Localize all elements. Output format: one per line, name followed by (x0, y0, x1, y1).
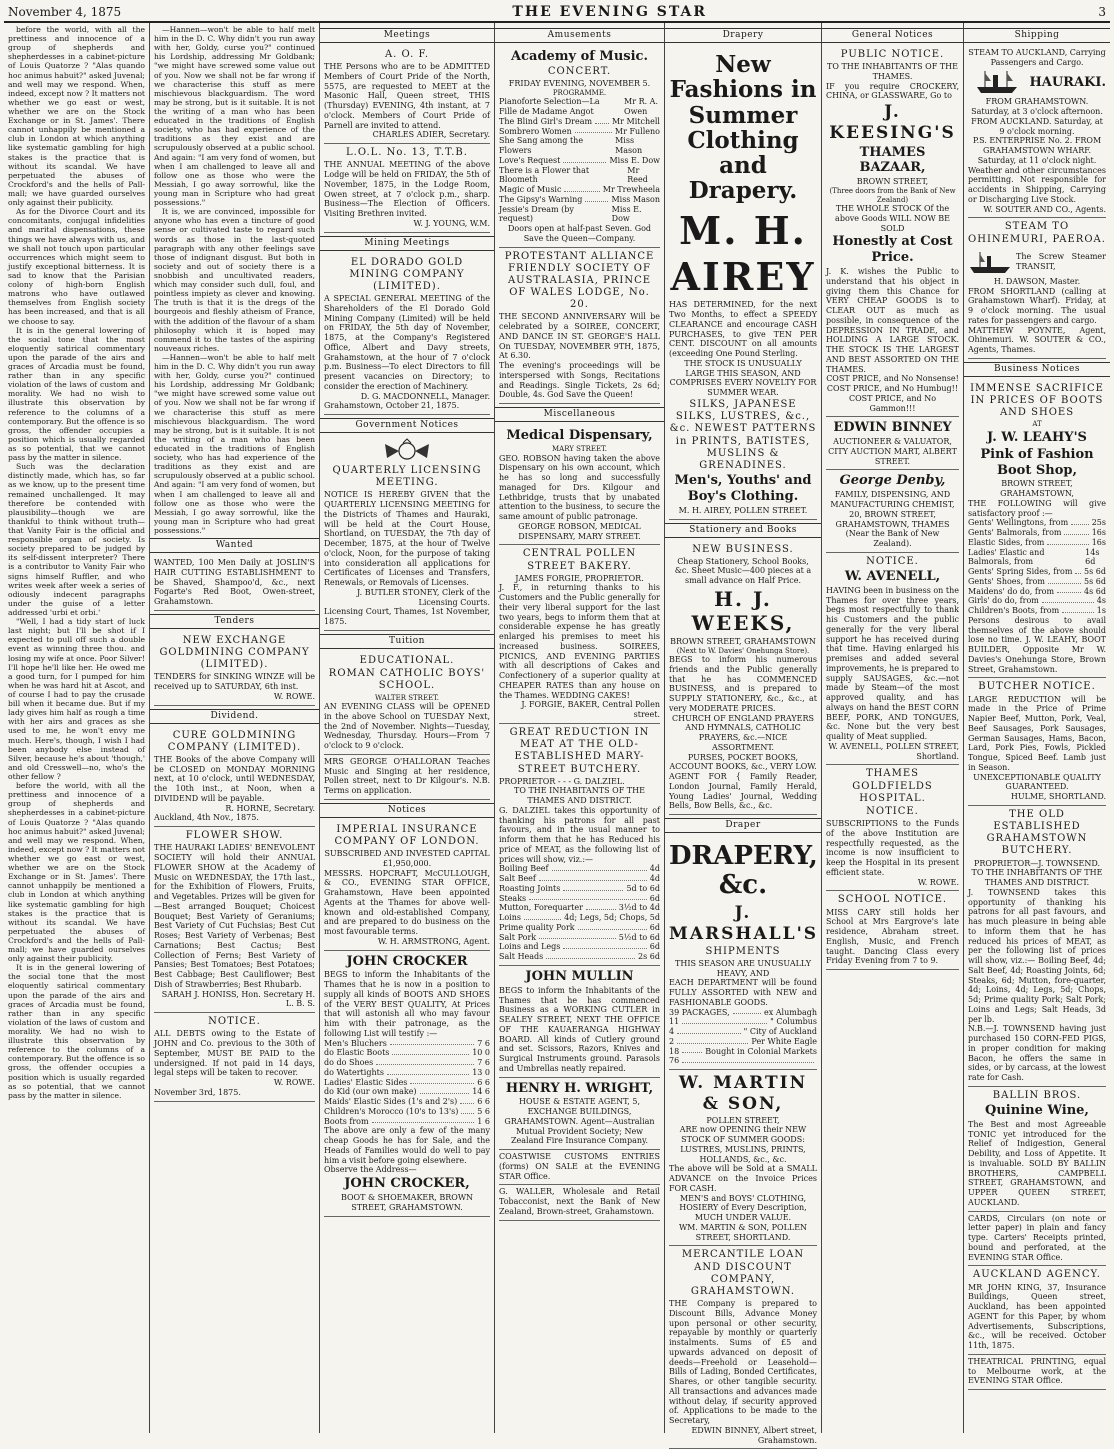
section-heading-drapery: Drapery (665, 28, 821, 43)
ad-townsend: THE OLD ESTABLISHED GRAHAMSTOWN BUTCHERY. PROPRIETOR—J. TOWNSEND. TO THE INHABITANTS OF THE THAMES AND DISTRICT. J. TOWNSEND takes this opportunity of thanking his patrons for all past favours, and has much pleasure in being able to inform them that he has reduced his prices of MEAT, as per the following list of prices will show, viz.:— Boiling Beef, 4d; Salt Beef, 4d; Roasting Joints, 6d; Steaks, 6d; Mutton, fore-quarter, 4d; Loins, 4d; Legs, 5d; Chops, 5d; Prime quality Pork; Salt Pork; Loins and Legs; Salt Heads, 3d per lb. N.B.—J. TOWNSEND having just purchased 150 CORN-FED PIGS, in proper condition for making Bacon, he offers the same in sides, or by carcass, at the lowest rate for Cash. (968, 806, 1106, 1087)
programme-row-label: The Blind Girl's Dream (499, 116, 593, 126)
programme-row-value: Mr Fulleno (614, 126, 660, 136)
package-row-value: " City of Auckland (743, 1027, 817, 1037)
boot-row-label: Gents' Wellingtons, from (968, 518, 1069, 528)
section-heading-draper: Draper (665, 818, 821, 833)
price-row (324, 1078, 490, 1088)
ad-protestant-alliance: PROTESTANT ALLIANCE FRIENDLY SOCIETY OF AUSTRALASIA, PRINCE OF WALES LODGE, No. 20. THE SECOND ANNIVERSARY Will be celebrated by a SOIREE, CONCERT, AND DANCE IN ST. GEORGE'S HALL On TUESDAY, NOVEMBER 9TH, 1875, At 6.30. The evening's proceedings will be interspersed with Songs, Recitations and Readings. Single Tickets, 2s 6d; Double, 4s. God Save the Queen! (499, 248, 660, 405)
ad-marshall: DRAPERY, &c. J. MARSHALL'S SHIPMENTS THIS SEASON ARE UNUSUALLY HEAVY, AND EACH DEPARTMENT will be found FULLY ASSORTED with NEW and FASHIONABLE GOODS. 39 PACKAGES, ex Alumbagh 11 " Columbus 4 " City of Auckland 2 Per White Eagle 18 Bought in Colonial Markets 76 (669, 836, 817, 1070)
price-row-value: 14 6 (472, 1087, 490, 1097)
ad-mercantile: MERCANTILE LOAN AND DISCOUNT COMPANY, GRAHAMSTOWN. THE Company is prepared to Discount Bills, Advance Money upon personal or other security, repayable by monthly or quarterly instalments. Sums of £5 and upwards advanced on deposit of deeds—Freehold or Leasehold—Bills of Lading, Bonded Certificates, Shares, or other tangible security. All transactions and advances made without delay, if security approved of. Applications to be made to the Secretary, EDWIN BINNEY, Albert street, Grahamstown. (669, 1246, 817, 1449)
meat-row (499, 894, 660, 904)
essay-continued: It is, we are convinced, impossible for anyone who has even a tincture of good sense or cultivated taste to regard such words as those in the last-quoted paragraph with any other feelings save those of indignant disgust. But both in society and out of society there is a snobbish and uncultivated readers, which may consider such dull, foul, and pointless impiety as clever and knowing. The truth is that it is the dregs of the bourgeois and fleshly atheism of France, with the addition of the flavour of a sham philosophy which it is hoped may commend it to the tastes of the aspiring nouveaux riches. (154, 207, 315, 353)
price-row-value: 5 6 (477, 1106, 490, 1116)
leader-dots (585, 195, 608, 202)
ad-waller: G. WALLER, Wholesale and Retail Tobacconist, next the Bank of New Zealand, Brown-street, Grahamstown. (499, 1185, 660, 1220)
boot-row-value: 4s 6d (1084, 586, 1106, 596)
price-row-label: do Watertights (324, 1067, 384, 1077)
programme-row-label: Sombrero Women (499, 126, 572, 136)
boot-row-label: Children's Boots, from (968, 606, 1060, 616)
package-row (669, 1017, 817, 1027)
package-row (669, 1027, 817, 1037)
ad-imperial-insurance: IMPERIAL INSURANCE COMPANY OF LONDON. SUBSCRIBED AND INVESTED CAPITAL £1,950,000. MESSRS. HOPCRAFT, McCULLOUGH, & CO., EVENING STAR OFFICE, Grahamstown, Have been appointed Agents at the Thames for above well-known and old-established Company, and are prepared to do business on the most favourable terms. W. H. ARMSTRONG, Agent. (324, 821, 490, 951)
ad-edwin-binney: EDWIN BINNEY AUCTIONEER & VALUATOR, CITY AUCTION MART, ALBERT STREET. (826, 417, 959, 470)
issue-date: November 4, 1875 (8, 5, 122, 19)
package-row-label: 4 (669, 1027, 675, 1037)
boot-row-label: Gents' Balmorals, from (968, 528, 1062, 538)
boot-row-label: Gents' Spring Sides, from (968, 567, 1073, 577)
price-row-value: 6 6 (477, 1097, 490, 1107)
programme-row-label: Pianoforte Selection—La Fille de Madame Angot (499, 97, 600, 117)
meat-row (499, 952, 660, 962)
meat-row-value: 4d (649, 874, 660, 884)
section-heading-amusements: Amusements (495, 28, 664, 43)
ad-ballin: BALLIN BROS. Quinine Wine, The Best and most Agreeable TONIC yet introduced for the Relief of Indigestion, General Debility, and Loss of Appetite. It is invaluable. SOLD BY BALLIN BROTHERS, CAMPBELL STREET, GRAHAMSTOWN, and UPPER QUEEN STREET, AUCKLAND. (968, 1087, 1106, 1212)
price-row (324, 1058, 490, 1068)
meat-row-label: Boiling Beef (499, 864, 549, 874)
leader-dots (1075, 567, 1081, 574)
leader-dots (1042, 596, 1094, 603)
price-row-label: Boots from (324, 1116, 369, 1126)
leader-dots (682, 1047, 702, 1054)
boot-row (968, 548, 1106, 568)
leader-dots (529, 894, 647, 901)
section-heading-business: Business Notices (964, 362, 1110, 377)
meat-row-label: Salt Heads (499, 952, 544, 962)
leader-dots (1062, 606, 1094, 613)
programme-row-label: Love's Request (499, 155, 561, 165)
ad-joslin: WANTED, 100 Men Daily at JOSLIN'S HAIR CUTTING ESTABLISHMENT to be Shaved, Shampoo'd, &c., next Fogarte's Red Boot, Owen-street, Grahamstown. (154, 556, 315, 611)
boot-row-value: 14s 6d (1085, 547, 1100, 567)
price-row (324, 1068, 490, 1078)
leader-dots (539, 933, 616, 940)
boot-row (968, 538, 1106, 548)
section-heading-government: Government Notices (320, 418, 494, 433)
price-list (324, 1039, 490, 1127)
package-row-value: Per White Eagle (751, 1036, 817, 1046)
section-heading-mining: Mining Meetings (320, 236, 494, 251)
ad-ohalloran: MRS GEORGE O'HALLORAN Teaches Music and Singing at her residence, Pollen street, next to Dr Kilgour's. N.B. Terms on application. (324, 755, 490, 800)
meat-row-value: 5d to 6d (626, 883, 660, 893)
leader-dots (461, 1107, 474, 1114)
boot-row-value: 4s (1096, 596, 1106, 606)
ad-cure-goldmining: CURE GOLDMINING COMPANY (LIMITED). THE Books of the above Company will be CLOSED on MONDAY MORNING next, at 10 o'clock, until WEDNESDAY, the 10th inst., at Noon, when a DIVIDEND will be payable. R. HORNE, Secretary. Auckland, 4th Nov., 1875. (154, 727, 315, 828)
newspaper-page (4, 3, 1110, 1445)
leader-dots (546, 952, 635, 959)
meat-row-label: Salt Beef (499, 874, 536, 884)
royal-crest-icon (377, 438, 437, 464)
price-row (324, 1097, 490, 1107)
price-row (324, 1107, 490, 1117)
meat-row (499, 913, 660, 923)
ad-steam-auckland: STEAM TO AUCKLAND, Carrying Passengers and Cargo. HAURAKI. FROM GRAHAMSTOWN. Saturday, at 3 o'clock afternoon. FROM AUCKLAND. Saturday, at 9 o'clock morning. P.S. ENTERPRISE No. 2. FROM GRAHAMSTOWN WHARF. Saturday, at 11 o'clock night. Weather and other circumstances permitting. Not responsible for accidents in Shipping, Carrying or Discharging Live Stock. W. SOUTER AND CO., Agents. (968, 46, 1106, 219)
boot-row (968, 567, 1106, 577)
programme-row-value: Miss E. Dow (611, 204, 642, 224)
steamship-icon (975, 69, 1019, 95)
essay-paragraph: As for the Divorce Court and its concomitants, conjugal infidelities and marital dispensations, these things we have always with us, and we shall not touch upon particular occurrences which might seem to justify exceptional bitterness. It is sad to know that the Parisian colony of high-born English matrons who have outlawed themselves from English society has been increased, and that is all we choose to say. (8, 207, 145, 326)
ad-lol: L.O.L. No. 13, T.T.B. THE ANNUAL MEETING of the above Lodge will be held on FRIDAY, the 5th of November, 1875, in the Lodge Room, Owen street, at 7 o'clock p.m., sharp. Business—The Election of Officers. Visiting Brethren invited. W. J. YOUNG, W.M. (324, 144, 490, 232)
meat-row (499, 923, 660, 933)
boot-row (968, 528, 1106, 538)
section-heading-notices: Notices (320, 803, 494, 818)
ad-steam-ohinemuri: STEAM TO OHINEMURI, PAEROA. The Screw Steamer TRANSIT, H. DAWSON, Master. FROM SHORTLAND (calling at Grahamstown Wharf). Friday, at 9 o'clock morning. The usual rates for passengers and cargo. MATTHEW POYNTE, Agent, Ohinemuri. W. SOUTER & CO., Agents, Thames. (968, 218, 1106, 358)
package-row-label: 2 (669, 1036, 675, 1046)
meat-row-label: Prime quality Pork (499, 922, 575, 932)
meat-row-value: 6d (649, 922, 660, 932)
leader-dots (682, 1056, 814, 1063)
price-row-label: do Elastic Boots (324, 1048, 390, 1058)
leader-dots (552, 864, 647, 871)
ad-john-crocker: JOHN CROCKER BEGS to inform the Inhabitants of the Thames that he is now in a position to supply all kinds of BOOTS AND SHOES of the VERY BEST QUALITY, At Prices that will astonish all who may favour him with their patronage, as the following List will testify :— Men's Bluchers 7 6 do Elastic Boots 10 0 do do Shoes 7 6 do Watertights 13 0 Ladies' Elastic Sides 6 6 do Kid (our own make) 14 6 Maids' Elastic Sides (1's and 2's) 6 6 Children's Morocco (10's to 13's) 5 6 Boots from 1 6 The above are only a few of the many cheap Goods he has for Sale, and the Heads of Families would do well to pay him a visit before going elsewhere. Observe the Address— JOHN CROCKER, BOOT & SHOEMAKER, BROWN STREET, GRAHAMSTOWN. (324, 951, 490, 1217)
leader-dots (586, 903, 616, 910)
programme-row (499, 117, 660, 127)
programme-row-value: Mr Trewheela (602, 185, 660, 195)
programme-row-label: Jessie's Dream (by request) (499, 204, 574, 224)
programme-row-value: Mr R. A. Owen (624, 97, 659, 117)
meat-row-value: 3½d to 4d (618, 903, 660, 913)
masthead (4, 3, 1110, 23)
price-row (324, 1117, 490, 1127)
leader-dots (564, 185, 599, 192)
leader-dots (595, 117, 609, 124)
steamship-icon (968, 249, 1012, 275)
boot-row-value: 1s (1096, 606, 1106, 616)
boot-row-value: 5s 6d (1084, 576, 1106, 586)
package-row-label: 39 PACKAGES, (669, 1007, 730, 1017)
ad-butcher-notice: BUTCHER NOTICE. LARGE REDUCTION will be made in the Price of Prime Napier Beef, Mutton, Pork, Veal, Beef Sausages, Pork Sausages, German Sausages, Hams, Bacon, Lard, Pork Pies, Fowls, Pickled Tongue, Spiced Beef. Lamb just in Season. UNEXCEPTIONABLE QUALITY GUARANTEED. HULME, SHORTLAND. (968, 678, 1106, 805)
price-row-label: Ladies' Elastic Sides (324, 1077, 408, 1087)
essay-paragraph: before the world, with all the prettiness and innocence of a group of shepherds and shepherdesses in a cabinet-picture of Louis Quatorze ? "Alas quando hoc animus habuit?" asked Juvenal; and well may we respond. When, indeed, except now ? It matters not whether we go east or west, whether we are on the Stock Exchange or in St. James'. There cannot unhappily be mentioned a club in London at which anything like systematic gambling for high stakes is the practice that is without its scandal. We have perpetuated the abuses of Crockford's and the hells of Pall-mall; we have guarded ourselves only against their publicity. (8, 25, 145, 208)
boot-row-label: Elastic Sides, from (968, 537, 1045, 547)
packages-list (669, 1008, 817, 1067)
meat-row-label: Loins and Legs (499, 942, 561, 952)
meat-row-value: 4d (649, 864, 660, 874)
leader-dots (563, 156, 606, 163)
programme-row-value: Mr Mitchell (611, 116, 660, 126)
essay-paragraph: It is in the general lowering of the social tone that the most eloquently satirical commentary upon the parade of the airs and graces of Arcadia must be found, rather than in any specific violation of the laws of custom and morality. We had no wish to illustrate this observation by reference to the columns of a contemporary. But the offence is so gross, the offender occupies a position which is usually regarded as so potential, that we cannot pass by the matter in silence. (8, 963, 145, 1100)
boot-row-label: Ladies' Elastic and Balmorals, from (968, 547, 1045, 567)
leader-dots (539, 874, 647, 881)
ad-el-dorado: EL DORADO GOLD MINING COMPANY (LIMITED). A SPECIAL GENERAL MEETING of the Shareholders of the El Dorado Gold Mining Company (Limited) will be held on FRIDAY, the 5th day of November, 1875, at the Company's Registered Office, Albert and Davy streets, Grahamstown, at the hour of 7 o'clock p.m. Business—To elect Directors to fill present vacancies on Directory; to consider the erection of Machinery. D. G. MACDONNELL, Manager. Grahamstown, October 21, 1875. (324, 254, 490, 416)
ad-avenell: NOTICE. W. AVENELL, HAVING been in business on the Thames for over three years, begs most respectfully to thank his Customers and the public generally for the very liberal support he has received during that time. Having enlarged his premises and added several improvements, he is prepared to supply SAUSAGES, &c.—not made by Steam—of the most approved quality, and has always on hand the BEST CORN BEEF, PORK, AND TONGUES, &c. None but the very best quality of Meat supplied. W. AVENELL, POLLEN STREET, Shortland. (826, 553, 959, 766)
column-2 (150, 23, 320, 1433)
column-4 (495, 23, 665, 1433)
leader-dots (460, 1097, 474, 1104)
ad-hospital: THAMES GOLDFIELDS HOSPITAL. NOTICE. SUBSCRIPTIONS to the Funds of the above Institution are respectfully requested, as the income is now insufficient to keep the Hospital in its present efficient state. W. ROWE. (826, 765, 959, 891)
leader-dots (1064, 528, 1088, 535)
ad-theatrical: THEATRICAL PRINTING, equal to Melbourne work, at the EVENING STAR Office. (968, 1355, 1106, 1390)
ad-new-exchange: NEW EXCHANGE GOLDMINING COMPANY (LIMITED). TENDERS for SINKING WINZE will be received up to SATURDAY, 6th inst. W. ROWE. (154, 632, 315, 706)
programme-row-value: Miss Mason (615, 136, 643, 156)
boot-row-value: 25s (1091, 518, 1106, 528)
meat-row (499, 874, 660, 884)
package-row-label: 11 (669, 1017, 680, 1027)
meat-row-value: 6d (649, 893, 660, 903)
programme-row (499, 166, 660, 186)
ad-martin: W. MARTIN & SON, POLLEN STREET, ARE now OPENING their NEW STOCK OF SUMMER GOODS: LUSTRES, MUSLINS, PRINTS, HOLLANDS, &c., &c. The above will be Sold at a SMALL ADVANCE on the Invoice Prices FOR CASH. MEN'S and BOYS' CLOTHING, HOSIERY of Every Description, MUCH UNDER VALUE. WM. MARTIN & SON, POLLEN STREET, SHORTLAND. (669, 1070, 817, 1246)
leader-dots (1071, 518, 1089, 525)
boot-row (968, 577, 1106, 587)
essay-paragraph: "Well, I had a tidy start of luck last night; but I'll be shot if I expected to pull off such a double event as winning three thou. and losing my wife at once. Poor Silver! I'll hope he'll like her. He owed me a good turn, for I pumped for him when he was hard hit at Ascot, and of course I had to pay the crusade bill when it became due. But if my lady gives him half as rough a time with her airs and graces as she used to me, he won't envy me much. Here's, though, I wish I had been anybody else instead of Silver, because he's about 'though,' and old Cresswell—no, who's the other fellow ? (8, 617, 145, 781)
column-6 (822, 23, 964, 1433)
essay-paragraph: before the world, with all the prettiness and innocence of a group of shepherds and shepherdesses in a cabinet-picture of Louis Quatorze ? "Alas quando hoc animus habuit?" asked Juvenal; and well may we respond. When, indeed, except now ? It matters not whether we go east or west, whether we are on the Stock Exchange or in St. James'. There cannot unhappily be mentioned a club in London at which anything like systematic gambling for high stakes is the practice that is without its scandal. We have perpetuated the abuses of Crockford's and the hells of Pall-mall; we have guarded ourselves only against their publicity. (8, 781, 145, 964)
programme-row-label: The Gipsy's Warning (499, 194, 583, 204)
programme-row-value: Miss E. Dow (609, 155, 660, 165)
price-row-label: Men's Bluchers (324, 1038, 387, 1048)
package-row (669, 1037, 817, 1047)
boot-row (968, 587, 1106, 597)
programme-row-label: Magic of Music (499, 185, 562, 195)
price-row-label: do Kid (our own make) (324, 1087, 417, 1097)
leader-dots (392, 1048, 469, 1055)
section-heading-wanted: Wanted (150, 538, 319, 553)
leader-dots (1057, 587, 1081, 594)
programme-row (499, 156, 660, 166)
section-heading-stationery: Stationery and Books (665, 523, 821, 538)
leader-dots (524, 913, 561, 920)
package-row-value: ex Alumbagh (763, 1007, 817, 1017)
leader-dots (1047, 538, 1088, 545)
programme-row (499, 185, 660, 195)
ad-airey: New Fashions in Summer Clothing and Drapery. M. H. AIREY HAS DETERMINED, for the next Two Months, to effect a SPEEDY CLEARANCE and encourage CASH PURCHASES, to give TEN PER CENT. DISCOUNT on all amounts (exceeding One Pound Sterling. THE STOCK IS UNUSUALLY LARGE THIS SEASON, AND COMPRISES EVERY NOVELTY FOR SUMMER WEAR. SILKS, JAPANESE SILKS, LUSTRES, &c., &c. NEWEST PATTERNS in PRINTS, BATISTES, MUSLINS & GRENADINES. Men's, Youths' and Boy's Clothing. M. H. AIREY, POLLEN STREET. (669, 46, 817, 520)
programme-row-label: There is a Flower that Bloometh (499, 165, 590, 185)
package-row (669, 1008, 817, 1018)
leader-dots (578, 923, 647, 930)
meat-row (499, 864, 660, 874)
ad-keesing: PUBLIC NOTICE. TO THE INHABITANTS OF THE THAMES. IF you require CROCKERY, CHINA, or GLASSWARE, Go to J. KEESING'S THAMES BAZAAR, BROWN STREET, (Three doors from the Bank of New Zealand) THE WHOLE STOCK Of the above Goods WILL NOW BE SOLD Honestly at Cost Price. J. K. wishes the Public to understand that his object in giving them this Chance for VERY CHEAP GOODS is to CLEAR OUT as much as possible, in consequence of the DEPRESSION IN TRADE, and HOLDING A LARGE STOCK. THE STOCK IS THE LARGEST AND BEST ASSORTED ON THE THAMES. COST PRICE, and No Nonsense! COST PRICE, and No Humbug!! COST PRICE, and No Gammon!!! (826, 46, 959, 417)
section-heading-dividend: Dividend. (150, 709, 319, 724)
programme-row-value: Mr Reed (627, 165, 648, 185)
price-row-value: 13 0 (472, 1067, 490, 1077)
package-row-value: " Columbus (770, 1017, 817, 1027)
boot-row-value: 5s 6d (1084, 567, 1106, 577)
ad-coastwise: COASTWISE CUSTOMS ENTRIES (forms) ON SALE at the EVENING STAR Office. (499, 1150, 660, 1185)
ad-aof: A. O. F. THE Persons who are to be ADMITTED Members of Court Pride of the North, 5575, are requested to MEET at the Masonic Hall, Queen street, THIS (Thursday) EVENING, 4th instant, at 7 o'clock. Members of Court Pride of Parnell are invited to attend. CHARLES ADIER, Secretary. (324, 46, 490, 144)
leader-dots (410, 1078, 474, 1085)
price-row-value: 10 0 (472, 1048, 490, 1058)
meat-row (499, 933, 660, 943)
newspaper-title: THE EVENING STAR (512, 4, 708, 20)
ad-medical-dispensary: Medical Dispensary, MARY STREET. GEO. ROBSON having taken the above Dispensary on his own account, which he has so long and successfully managed for Drs. Kilgour and Lethbridge, trusts that by unabated attention to the business, to secure the same amount of public patronage. GEORGE ROBSON, MEDICAL DISPENSARY, MARY STREET. (499, 425, 660, 545)
meat-row (499, 942, 660, 952)
price-row (324, 1087, 490, 1097)
programme-row (499, 205, 660, 225)
leader-dots (390, 1039, 474, 1046)
ad-henry-wright: HENRY H. WRIGHT, HOUSE & ESTATE AGENT, 5, EXCHANGE BUILDINGS, GRAHAMSTOWN. Agent—Australian Mutual Provident Society; New Zealand Fire Insurance Company. (499, 1078, 660, 1151)
column-essay (4, 23, 150, 1433)
column-3 (320, 23, 495, 1433)
column-7 (964, 23, 1110, 1433)
programme-row (499, 97, 660, 117)
package-row-label: 76 (669, 1056, 680, 1066)
columns (4, 23, 1110, 1445)
price-row-label: do do Shoes (324, 1058, 374, 1068)
ad-academy-of-music: Academy of Music. CONCERT. FRIDAY EVENING, NOVEMBER 5. PROGRAMME. Pianoforte Selection—La Fille de Madame Angot Mr R. A. Owen The Blind Girl's Dream Mr Mitchell Sombrero Women Mr Fulleno She Sang among the Flowers Miss Mason Love's Request Miss E. Dow There is a Flower that Bloometh Mr Reed Magic of Music Mr Trewheela The Gipsy's Warning Miss Mason Jessie's Dream (by request) Miss E. Dow Doors open at half-past Seven. God Save the Queen—Company. (499, 46, 660, 248)
ad-john-mullin: JOHN MULLIN BEGS to inform the Inhabitants of the Thames that he has commenced Business as a WORKING CUTLER in SEALEY STREET, NEXT THE OFFICE OF THE KAUAERANGA HIGHWAY BOARD. All kinds of Cutlery ground and set. Scissors, Razors, Knives and Surgical Instruments ground. Parasols and Umbrellas neatly repaired. (499, 966, 660, 1078)
leader-dots (376, 1058, 474, 1065)
price-row-label: Children's Morocco (10's to 13's) (324, 1106, 459, 1116)
leader-dots (677, 1037, 748, 1044)
price-row (324, 1048, 490, 1058)
meat-row-value: 2s 6d (638, 952, 660, 962)
programme-row-label: She Sang among the Flowers (499, 136, 584, 156)
boot-row (968, 596, 1106, 606)
leader-dots (1048, 577, 1081, 584)
meat-row-label: Roasting Joints (499, 883, 561, 893)
leader-dots (563, 942, 646, 949)
section-heading-tuition: Tuition (320, 634, 494, 649)
boot-row-label: Maidens' do do, from (968, 586, 1055, 596)
programme-row (499, 195, 660, 205)
programme-row (499, 136, 660, 156)
meat-price-list (499, 864, 660, 962)
leader-dots (677, 1027, 741, 1034)
leader-dots (563, 884, 623, 891)
section-heading-meetings: Meetings (320, 28, 494, 43)
essay-paragraph: Such was the declaration distinctly made, which has, so far as we know, up to the present time remained unchallenged. It may therefore be contended with plausibility—though we are thankful to think without truth—that Vanity Fair is the official and responsible organ of society. Is society prepared to be judged by its self-dissent interpreter? There is a contributor to Vanity Fair who signs himself Ruffler, and who writes week after week a series of odiously indecent paragraphs under the guise of a letter addressed 'urbi et orbi.' (8, 462, 145, 617)
ad-notice-debts: NOTICE. ALL DEBTS owing to the Estate of JOHN and Co. previous to the 30th of September, MUST BE PAID to the undersigned. If not paid in 14 days, legal steps will be taken to recover. W. ROWE. November 3rd, 1875. (154, 1013, 315, 1101)
price-row-value: 7 6 (477, 1038, 490, 1048)
programme-row-value: Miss Mason (611, 194, 660, 204)
boot-row-label: Girls' do do, from (968, 596, 1039, 606)
meat-row (499, 903, 660, 913)
boot-price-list (968, 518, 1106, 616)
ad-school-notice: SCHOOL NOTICE. MISS CARY still holds her School at Mrs Eargrove's late residence, Abraham street. English, Music, and French taught. Dancing Class every Friday Evening from 7 to 9. (826, 891, 959, 970)
meat-row-value: 4d; Legs, 5d; Chops, 5d (564, 913, 660, 923)
leader-dots (682, 1017, 767, 1024)
price-row-value: 7 6 (477, 1058, 490, 1068)
price-row (324, 1039, 490, 1049)
programme-list (499, 97, 660, 224)
ad-weeks: NEW BUSINESS. Cheap Stationery, School Books, &c. Sheet Music—400 pieces at a small advance on Half Price. H. J. WEEKS, BROWN STREET, GRAHAMSTOWN (Next to W. Davies' Onehunga Store). BEGS to inform his numerous friends and the Public generally that he has COMMENCED BUSINESS, and is prepared to SUPPLY STATIONERY, &c., &c., at very MODERATE PRICES. CHURCH OF ENGLAND PRAYERS AND HYMNALS, CATHOLIC PRAYERS, &c.—NICE ASSORTMENT. PURSES, POCKET BOOKS, ACCOUNT BOOKS, &c., VERY LOW. AGENT FOR { Family Reader, London Journal, Family Herald, Young Ladies' Journal, Wedding Bells, Bow Bells, &c., &c. (669, 541, 817, 816)
ad-mary-street-butchery: GREAT REDUCTION IN MEAT AT THE OLD-ESTABLISHED MARY-STREET BUTCHERY. PROPRIETOR - - - G. DALZIEL. TO THE INHABITANTS OF THE THAMES AND DISTRICT. G. DALZIEL takes this opportunity of thanking his patrons for all past favours, and in the usual manner to inform them that he has Reduced his price of MEAT, as the following list of prices will show, viz.:— Boiling Beef 4d Salt Beef 4d Roasting Joints 5d to 6d Steaks 6d Mutton, Forequarter 3½d to 4d Loins 4d; Legs, 5d; Chops, 5d Prime quality Pork 6d Salt Pork 5½d to 6d Loins and Legs 6d Salt Heads 2s 6d (499, 724, 660, 966)
column-5 (665, 23, 822, 1445)
boot-row-value: 16s (1091, 528, 1106, 538)
boot-row-label: Gents' Shoes, from (968, 576, 1045, 586)
leader-dots (420, 1087, 470, 1094)
meat-row-label: Mutton, Forequarter (499, 903, 583, 913)
price-row-value: 1 6 (477, 1116, 490, 1126)
section-heading-general: General Notices (822, 28, 963, 43)
meat-row-label: Loins (499, 913, 521, 923)
price-row-label: Maids' Elastic Sides (1's and 2's) (324, 1097, 458, 1107)
leader-dots (387, 1068, 469, 1075)
package-row-label: 18 (669, 1046, 680, 1056)
ad-educational: EDUCATIONAL. ROMAN CATHOLIC BOYS' SCHOOL. WALTER STREET. AN EVENING CLASS will be OPENED in the above School on TUESDAY Next, the 2nd of November. Nights—Tuesday, Wednesday, Thursday. Hours—From 7 o'clock to 9 o'clock. (324, 652, 490, 755)
section-heading-tenders: Tenders (150, 614, 319, 629)
package-row-value: Bought in Colonial Markets (705, 1046, 817, 1056)
section-heading-misc: Miscellaneous (495, 407, 664, 422)
essay-continued: —Hannen—won't be able to half melt him in the D. C. Why didn't you run away with her, Goldy, curse you?" continued his Lordship, addressing Mr Goldbank; "we might have screwed some value out of you. Now we shall not be far wrong if we characterise this stuff as mere mischievous blackguardism. The word may be strong, but is it suitable. It is not the writing of a man who has been educated in the traditions of English society, who has had experience of the traditions as they exist and are scrupulously observed at a public school. And again: "I am very fond of women, but when I am challenged to leave all and follow one as those who were the Messiah, I go away sorrowful, like the young man in Scripture who had great possessions." (154, 25, 315, 208)
meat-row-label: Steaks (499, 893, 527, 903)
ad-flower-show: FLOWER SHOW. THE HAURAKI LADIES' BENEVOLENT SOCIETY will hold their ANNUAL FLOWER SHOW at the Academy of Music on WEDNESDAY, the 17th last., for the Exhibition of Flowers, Fruits, and Vegetables. Prizes will be given for—Best arranged Bouquet; Choicest Bouquet; Best Variety of Geraniums; Best Variety of Cut Fuchsias; Best Cut Roses; Best Variety of Verbenas; Best Carnations; Best Cactus; Best Collection of Ferns; Best Variety of Pansies; Best Tomatoes; Best Potatoes; Best Cabbage; Best Cauliflower; Best Dish of Strawberries; Best Rhubarb. SARAH J. HONISS, Hon. Secretary H. L. B. S. (154, 827, 315, 1013)
leader-dots (575, 127, 612, 134)
ad-cards: CARDS, Circulars (on note or letter paper) in plain and fancy type. Carters' Receipts printed, bound and perforated, at the EVENING STAR Office. (968, 1212, 1106, 1267)
programme-row (499, 127, 660, 137)
package-row (669, 1047, 817, 1057)
meat-row (499, 884, 660, 894)
ad-auckland-agency: AUCKLAND AGENCY. MR JOHN KING, 37, Insurance Buildings, Queen street, Auckland, has been appointed AGENT for this Paper, by whom Advertisements, Subscriptions, &c., will be received. October 11th, 1875. (968, 1266, 1106, 1354)
leader-dots (372, 1117, 475, 1124)
essay-paragraph: It is in the general lowering of the social tone that the most eloquently satirical commentary upon the parade of the airs and graces of Arcadia must be found, rather than in any specific violation of the laws of custom and morality. We had no wish to illustrate this observation by reference to the columns of a contemporary. But the offence is so gross, the offender occupies a position which is usually regarded as so potential, that we cannot pass by the matter in silence. (8, 325, 145, 463)
ad-leahy: IMMENSE SACRIFICE IN PRICES OF BOOTS AND SHOES AT J. W. LEAHY'S Pink of Fashion Boot Shop, BROWN STREET, GRAHAMSTOWN, THE FOLLOWING will give satisfactory proof :— Gents' Wellingtons, from 25s Gents' Balmorals, from 16s Elastic Sides, from 16s Ladies' Elastic and Balmorals, from 14s 6d Gents' Spring Sides, from 5s 6d Gents' Shoes, from 5s 6d Maidens' do do, from 4s 6d Girls' do do, from 4s Children's Boots, from 1s Persons desirous to avail themselves of the above should lose no time. J. W. LEAHY, BOOT BUILDER, Opposite Mr W. Davies's Onehunga Store, Brown Street, Grahamstown. (968, 380, 1106, 679)
page-number: 3 (1098, 5, 1106, 19)
section-heading-shipping: Shipping (964, 28, 1110, 43)
leader-dots (733, 1008, 761, 1015)
boot-row-value: 16s (1091, 537, 1106, 547)
ad-george-denby: George Denby, FAMILY, DISPENSING, AND MANUFACTURING CHEMIST, 20, BROWN STREET, GRAHAMSTOWN, THAMES (Near the Bank of New Zealand). (826, 470, 959, 552)
meat-row-value: 6d (649, 942, 660, 952)
meat-row-label: Salt Pork (499, 932, 537, 942)
meat-row-value: 5½d to 6d (618, 932, 660, 942)
package-row (669, 1056, 817, 1066)
price-row-value: 6 6 (477, 1077, 490, 1087)
ad-licensing: QUARTERLY LICENSING MEETING. NOTICE IS HEREBY GIVEN that the QUARTERLY LICENSING MEETING for the Districts of Thames and Hauraki, will be held at the Court House, Shortland, on TUESDAY, the 7th day of December, 1875, at the hour of Twelve o'clock, Noon, for the purpose of taking into consideration all applications for Certificates of Licenses and Transfers, Renewals, or Removals of Licenses. J. BUTLER STONEY, Clerk of the Licensing Courts. Licensing Court, Thames, 1st November, 1875. (324, 436, 490, 631)
boot-row (968, 518, 1106, 528)
boot-row (968, 606, 1106, 616)
ad-bakery: CENTRAL POLLEN STREET BAKERY. JAMES FORGIE, PROPRIETOR. J. F., in returning thanks to his Customers and the Public generally for their very liberal support for the last two years, begs to inform them that at considerable expense he has greatly enlarged his premises to meet his increased business. SOIREES, PICNICS, AND EVENING PARTIES with all descriptions of Cakes and Confectionery of a superior quality at CHEAPER RATES than any house on the Thames. WEDDING CAKES! J. FORGIE, BAKER, Central Pollen street. (499, 545, 660, 724)
essay-continued: —Hannen—won't be able to half melt him in the D. C. Why didn't you run away with her, Goldy, curse you?" continued his Lordship, addressing Mr Goldbank; "we might have screwed some value out of you. Now we shall not be far wrong if we characterise this stuff as mere mischievous blackguardism. The word may be strong, but is it suitable. It is not the writing of a man who has been educated in the traditions of English society, who has had experience of the traditions as they exist and are scrupulously observed at a public school. And again: "I am very fond of women, but when I am challenged to leave all and follow one as those who were the Messiah, I go away sorrowful, like the young man in Scripture who had great possessions." (154, 352, 315, 536)
